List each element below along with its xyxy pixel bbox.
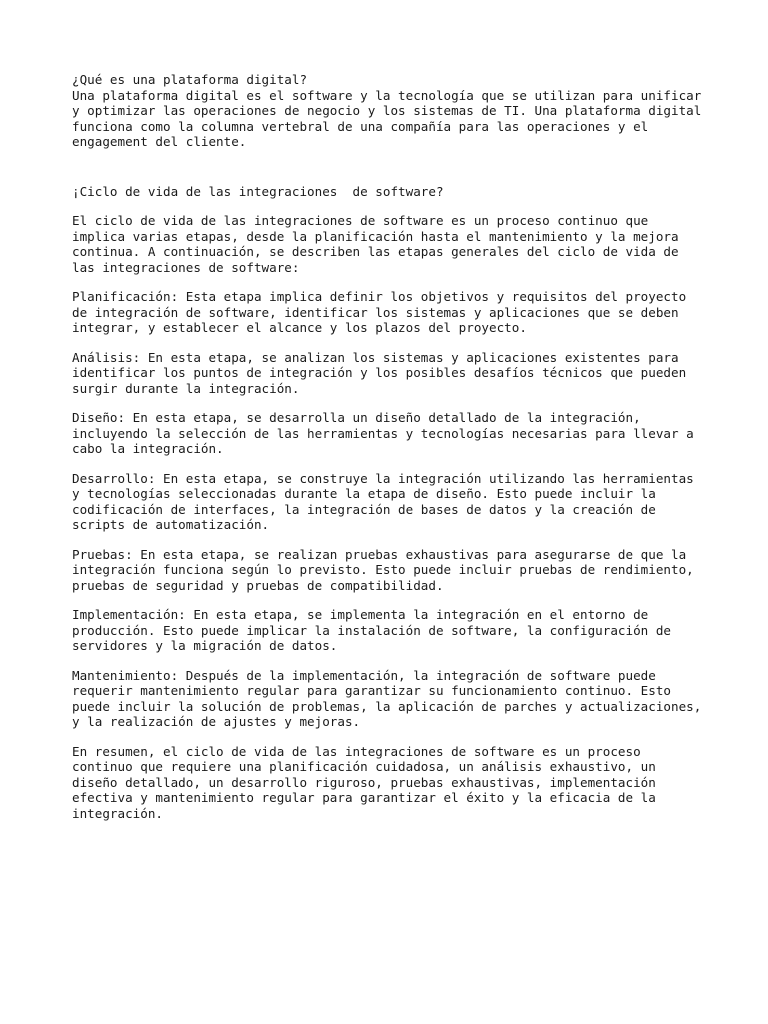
spacer: [72, 275, 712, 289]
paragraph-overview: El ciclo de vida de las integraciones de software es un proceso continuo que implica varias etapas, desde la planificación hasta el mantenimiento y la mejora continua. A continuación, se describen las etapas generales del ciclo de vida de las integraciones de software:: [72, 213, 679, 275]
paragraph-pruebas: Pruebas: En esta etapa, se realizan pruebas exhaustivas para asegurarse de que la integración funciona según lo previsto. Esto puede incluir pruebas de rendimiento, pruebas de seguridad y pruebas de compatibilidad.: [72, 546, 694, 593]
paragraph-analisis: Análisis: En esta etapa, se analizan los sistemas y aplicaciones existentes para identificar los puntos de integración y los posibles desafíos técnicos que pueden surgir durante la integración.: [72, 349, 687, 396]
paragraph-diseno: Diseño: En esta etapa, se desarrolla un diseño detallado de la integración, incluyendo la selección de las herramientas y tecnologías necesarias para llevar a cabo la integración.: [72, 410, 694, 456]
spacer: [72, 654, 712, 668]
intro-paragraph: Una plataforma digital es el software y la tecnología que se utilizan para unificar y optimizar las operaciones de negocio y los sistemas de TI. Una plataforma digital funciona como la columna vertebral de una compañía para las operaciones y el engagement del cliente.: [72, 87, 702, 149]
spacer: [72, 199, 712, 213]
spacer: [72, 593, 712, 607]
section-heading: ¡Ciclo de vida de las integraciones de software?: [72, 183, 444, 199]
intro-heading: ¿Qué es una plataforma digital?: [72, 72, 308, 87]
spacer: [72, 533, 712, 547]
spacer: [72, 396, 712, 410]
paragraph-mantenimiento: Mantenimiento: Después de la implementación, la integración de software puede requerir mantenimiento regular para garantizar su funcionamiento continuo. Esto puede incluir la solución de problemas, la aplicación de parches y actualizaciones, y la realización de ajustes y mejoras.: [72, 667, 702, 729]
paragraph-implementacion: Implementación: En esta etapa, se implementa la integración en el entorno de producción. Esto puede implicar la instalación de software, la configuración de servidores y la migración de datos.: [72, 607, 671, 653]
paragraph-desarrollo: Desarrollo: En esta etapa, se construye la integración utilizando las herramientas y tecnologías seleccionadas durante la etapa de diseño. Esto puede incluir la codificación de interfaces, la integración de bases de datos y la creación de scripts de automatización.: [72, 470, 694, 532]
spacer: [72, 457, 712, 471]
paragraph-planificacion: Planificación: Esta etapa implica definir los objetivos y requisitos del proyecto de integración de software, identificar los sistemas y aplicaciones que se deben integrar, y establecer el alcance y los plazos del proyecto.: [72, 289, 687, 335]
document-page: [72, 72, 712, 821]
spacer: [72, 336, 712, 350]
paragraph-resumen: En resumen, el ciclo de vida de las integraciones de software es un proceso continuo que requiere una planificación cuidadosa, un análisis exhaustivo, un diseño detallado, un desarrollo riguroso, pruebas exhaustivas, implementación efectiva y mantenimiento regular para garantizar el éxito y la eficacia de la integración.: [72, 743, 656, 821]
spacer: [72, 730, 712, 744]
spacer: [72, 150, 712, 184]
